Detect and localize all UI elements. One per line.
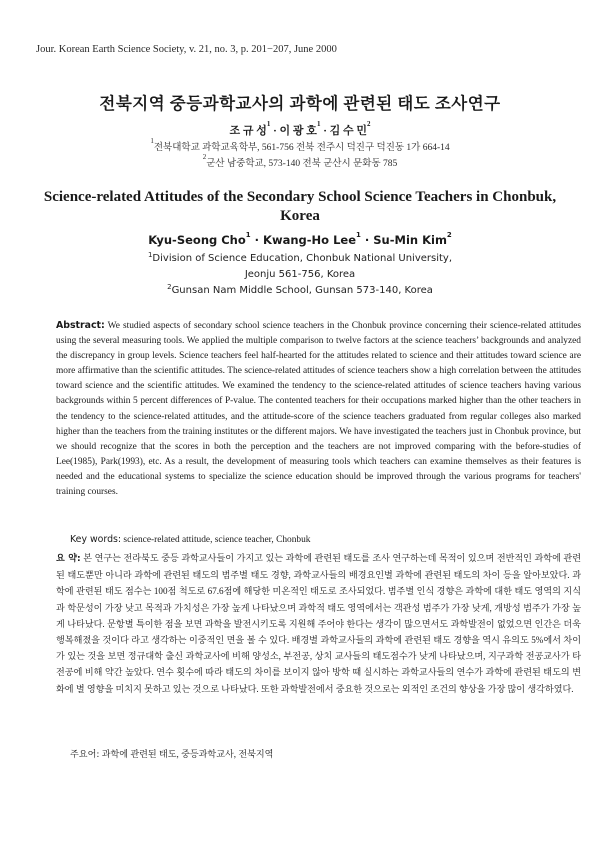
korean-author-3-mark: 2 xyxy=(367,120,371,128)
keywords-label: Key words: xyxy=(70,534,122,545)
english-title: Science-related Attitudes of the Secondary School Science Teachers in Chonbuk, Korea xyxy=(43,189,557,224)
korean-title: 전북지역 중등과학교사의 과학에 관련된 태도 조사연구 xyxy=(99,94,501,113)
english-affiliation-1-cont-text: Jeonju 561-756, Korea xyxy=(244,269,356,280)
korean-author-2-mark: 1 xyxy=(316,120,321,128)
english-author-2-mark: 1 xyxy=(356,231,361,239)
korean-authors xyxy=(0,122,600,138)
keywords xyxy=(70,534,310,545)
journal-reference: Jour. Korean Earth Science Society, v. 21, no. 3, p. 201−207, June 2000 xyxy=(36,44,337,55)
author-separator: · xyxy=(250,233,264,247)
author-separator: · xyxy=(360,233,374,247)
abstract-label: Abstract: xyxy=(56,320,105,331)
author-separator: · xyxy=(270,125,280,137)
english-affiliation-2-text: Gunsan Nam Middle School, Gunsan 573-140, Korea xyxy=(171,285,433,296)
english-author-3-mark: 2 xyxy=(446,231,452,239)
korean-affiliation-2-text: 군산 남중학교, 573-140 전북 군산시 문화동 785 xyxy=(206,159,398,169)
english-author-2: Kwang-Ho Lee xyxy=(263,233,356,247)
english-affiliation-1-mark: 1 xyxy=(147,251,153,259)
english-author-3: Su-Min Kim xyxy=(373,233,447,247)
author-separator: · xyxy=(320,125,330,137)
korean-author-2: 이 광 호 xyxy=(279,125,317,137)
korean-keywords-text: 과학에 관련된 태도, 중등과학교사, 전북지역 xyxy=(99,749,274,759)
english-authors xyxy=(0,233,600,247)
korean-author-1: 조 규 성 xyxy=(229,125,267,137)
english-affiliation-1-cont xyxy=(0,269,600,280)
english-affiliation-1 xyxy=(0,253,600,264)
english-affiliation-1-text: Division of Science Education, Chonbuk National University, xyxy=(152,253,453,264)
korean-author-3: 김 수 민 xyxy=(329,125,367,137)
korean-affiliation-2 xyxy=(0,155,600,169)
abstract-text: We studied aspects of secondary school science teachers in the Chonbuk province concerning their science-related attitudes using the several measuring tools. We applied the multiple comparison to twelve factors at the science teachers’ backgrounds and analyzed the discrepancy in group levels. Science teachers feel half-hearted for the attitudes related to science and their attitudes toward science are more affirmative than the scientific attitudes. The science-related attitudes of science teachers show a high correlation between the attitudes toward science and the scientific attitudes. We examined the tendency to the science-related attitudes of science teachers having various backgrounds within 5 percent differences of P-value. The contented teachers for their occupations marked higher than the other teachers in the tendency to the science-related attitudes, and the attitude-score of the science teachers graduated from regular colleges also marked higher than the teachers from the training institutes or the different majors. We have investigated the teachers just in Chonbuk province, but we should recognize that the scores in both the perception and the teachers are not improved comparing with the before-studies of Lee(1985), Park(1993), etc. As a result, the development of measuring tools which teachers can examine themselves as their features is needed and the educational systems to specialize the science education should be improved through the various programs for teachers' training courses. xyxy=(56,321,581,498)
keywords-text: science-related attitude, science teacher, Chonbuk xyxy=(121,535,311,545)
korean-affiliation-1 xyxy=(0,139,600,153)
korean-affiliation-1-mark: 1 xyxy=(150,137,154,145)
korean-abstract-text: 본 연구는 전라북도 중등 과학교사들이 가지고 있는 과학에 관련된 태도를 조사 연구하는데 목적이 있으며 전반적인 과학에 관련된 태도뿐만 아니라 과학에 관련된 태도의 범주별 태도 경향, 과학교사들의 배경요인별 과학에 관련된 태도의 차이 등을 알아보았다. 과학에 관련된 태도 점수는 100점 척도로 67.6점에 해당한 미온적인 태도로 조사되었다. 범주별 인식 경향은 과학에 대한 태도 영역의 지식과 학문성이 가장 낮고 목적과 가치성은 가장 높게 나타났으며 과학적 태도 영역에서는 객관성 범주가 가장 낮게, 개방성 범주가 가장 높게 나타났다. 문항별 특이한 점을 보면 과학을 발전시키도록 지원해 주어야 한다는 생각이 많으면서도 과학발전이 없었으면 인간은 더욱 행복해졌을 것이다 라고 생각하는 이중적인 면을 볼 수 있다. 배경별 과학교사들의 과학에 관련된 태도 경향을 역시 유의도 5%에서 차이가 있는 것을 보면 정규대학 출신 과학교사에 비해 양성소, 부전공, 상치 교사들의 태도점수가 낮게 나타났으며, 지구과학 전공교사가 타 전공에 비해 약간 높았다. 연수 횟수에 따라 태도의 차이를 보이지 않아 방학 때 실시하는 과학교사들의 연수가 과학에 관련된 태도의 변화에 별 영향을 미치지 못하고 있는 것으로 나타났다. 또한 과학발전에서 중요한 것으로는 외적인 조건의 향상을 가장 많이 생각하였다. xyxy=(56,553,582,694)
english-author-1: Kyu-Seong Cho xyxy=(148,233,246,247)
korean-affiliation-1-text: 전북대학교 과학교육학부, 561-756 전북 전주시 덕진구 덕진동 1가 664-14 xyxy=(153,143,450,153)
abstract xyxy=(56,318,581,500)
korean-author-1-mark: 1 xyxy=(266,120,271,128)
english-affiliation-2 xyxy=(0,285,600,296)
korean-abstract-label: 요 약: xyxy=(56,554,81,564)
korean-keywords-label: 주요어: xyxy=(70,750,100,760)
english-author-1-mark: 1 xyxy=(245,231,251,239)
english-affiliation-2-mark: 2 xyxy=(167,283,172,291)
korean-keywords xyxy=(70,747,273,760)
korean-abstract xyxy=(56,550,581,697)
korean-affiliation-2-mark: 2 xyxy=(202,153,207,161)
